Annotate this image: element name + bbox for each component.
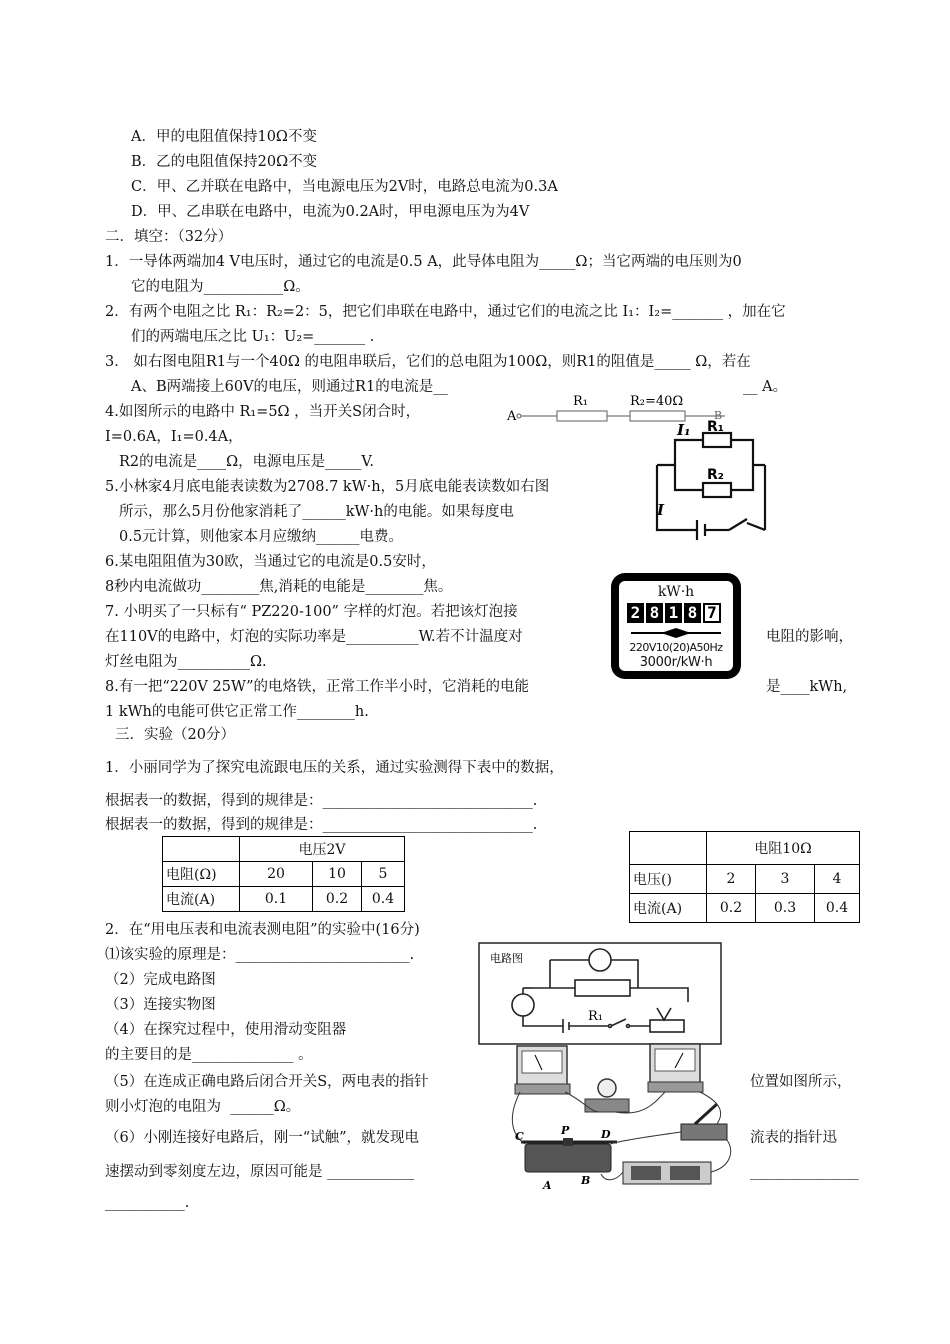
- q6-line2: 8秒内电流做功________焦,消耗的电能是________焦。: [105, 579, 453, 595]
- series-label-r1: R₁: [573, 394, 588, 409]
- q8-line1-end: 是____kWh,: [766, 679, 848, 695]
- s3-q1-line2: 根据表一的数据，得到的规律是：_____________________________.: [105, 793, 538, 809]
- meter-rev: 3000r/kW·h: [639, 655, 713, 670]
- q4-line2: I=0.6A，I₁=0.4A，: [105, 429, 243, 445]
- s3-q2-4b: 的主要目的是______________ 。: [105, 1047, 313, 1063]
- choice-d: D．甲、乙串联在电路中，电流为0.2A时，甲电源电压为为4V: [131, 204, 530, 220]
- meter-disc-icon: [631, 627, 721, 639]
- meter-digits: [627, 603, 721, 623]
- bulb-icon: [598, 1079, 616, 1097]
- series-label-r2: R₂=40Ω: [630, 394, 684, 409]
- parallel-label-r1: R₁: [707, 419, 724, 435]
- table-2: [629, 831, 860, 923]
- table1-cell: 20: [240, 862, 313, 887]
- q2-line1: 2．有两个电阻之比 R₁：R₂=2：5，把它们串联在电路中，通过它们的电流之比 I₁：I₂=_______ ，加在它: [105, 304, 786, 320]
- q8-line1: 8.有一把“220V 25W”的电烙铁，正常工作半小时，它消耗的电能: [105, 679, 530, 695]
- q2-line2: 们的两端电压之比 U₁：U₂=_______ .: [131, 329, 375, 345]
- parallel-label-r2: R₂: [707, 467, 724, 483]
- ammeter-icon: [512, 994, 534, 1016]
- q1-line2: 它的电阻为___________Ω。: [131, 279, 310, 295]
- q7-line3: 灯丝电阻为__________Ω.: [105, 654, 267, 670]
- q5-line1: 5.小林家4月底电能表读数为2708.7 kW·h，5月底电能表读数如右图: [105, 479, 550, 495]
- choice-a: A．甲的电阻值保持10Ω不变: [131, 129, 317, 145]
- q4-line1: 4.如图所示的电路中 R₁=5Ω ，当开关S闭合时，: [105, 404, 421, 420]
- resistor-icon: [575, 980, 630, 996]
- s3-q2-3: （3）连接实物图: [105, 997, 216, 1013]
- q1-line1: 1．一导体两端加4 V电压时，通过它的电流是0.5 A，此导体电阻为_____Ω；当它两端的电压则为0: [105, 254, 742, 270]
- s3-q2-6d: _______________: [750, 1164, 859, 1180]
- table1-cell: 5: [362, 862, 405, 887]
- apparatus-label-b: B: [581, 1174, 591, 1187]
- s3-q2-title: 2．在“用电压表和电流表测电阻”的实验中(16分): [105, 922, 420, 938]
- voltmeter-icon: [589, 949, 611, 971]
- section2-title: 二．填空：（32分）: [105, 229, 233, 245]
- meter-digit: 2: [627, 603, 644, 623]
- q8-line2: 1 kWh的电能可供它正常工作________h.: [105, 704, 369, 720]
- meter-unit: kW·h: [657, 584, 695, 600]
- q3-line2: A、B两端接上60V的电压，则通过R1的电流是__: [131, 379, 448, 395]
- meter-digit: 8: [646, 603, 663, 623]
- table1-cell: 电流(A): [163, 887, 240, 912]
- table2-cell: 0.2: [707, 894, 756, 923]
- s3-q2-4a: （4）在探究过程中，使用滑动变阻器: [105, 1022, 347, 1038]
- meter-digit: 7: [703, 603, 721, 623]
- parallel-circuit-figure: [645, 415, 775, 540]
- q3-line1: 3． 如右图电阻R1与一个40Ω 的电阻串联后，它们的总电阻为100Ω，则R1的阻值是_____ Ω，若在: [105, 354, 751, 370]
- rheostat-device-icon: [525, 1144, 611, 1172]
- apparatus-label-c: C: [515, 1130, 524, 1143]
- apparatus-label-d: D: [601, 1128, 611, 1141]
- meter-digit: 8: [684, 603, 701, 623]
- circuit-title: 电路图: [490, 952, 523, 965]
- s3-q2-6e: ___________.: [105, 1195, 190, 1211]
- q7-line2: 在110V的电路中，灯泡的实际功率是__________W.若不计温度对: [105, 629, 523, 645]
- table2-cell: 0.4: [815, 894, 860, 923]
- table1-cell: 0.2: [313, 887, 362, 912]
- table2-cell: 2: [707, 865, 756, 894]
- meter-digit: 1: [665, 603, 682, 623]
- switch-icon: [681, 1124, 727, 1140]
- s3-q2-6c: 速摆动到零刻度左边，原因可能是 ____________: [105, 1164, 415, 1180]
- q7-line1: 7. 小明买了一只标有“ PZ220-100” 字样的灯泡。若把该灯泡接: [105, 604, 518, 620]
- s3-q2-6b: 流表的指针迅: [750, 1130, 837, 1146]
- s3-q2-2: （2）完成电路图: [105, 972, 216, 988]
- q3-line2-end: __ A。: [743, 379, 788, 395]
- rheostat-icon: [650, 1020, 684, 1032]
- table1-header: 电压2V: [240, 837, 405, 862]
- s3-q2-5b: 位置如图所示，: [750, 1074, 852, 1090]
- s3-q2-6a: （6）小刚连接好电路后，刚一“试触”，就发现电: [105, 1130, 420, 1146]
- electric-meter: [611, 573, 741, 679]
- parallel-label-i: I: [657, 501, 665, 519]
- parallel-label-i1: I₁: [677, 421, 691, 439]
- s3-q2-5c: 则小灯泡的电阻为 ______Ω。: [105, 1099, 301, 1115]
- table2-cell: 4: [815, 865, 860, 894]
- r1-resistor: [557, 411, 607, 421]
- q4-line3: R2的电流是____Ω，电源电压是_____V.: [119, 454, 374, 470]
- choice-c: C．甲、乙并联在电路中，当电源电压为2V时，电路总电流为0.3A: [131, 179, 558, 195]
- table1-cell: 10: [313, 862, 362, 887]
- table1-cell: 0.1: [240, 887, 313, 912]
- table2-cell: 电压(): [630, 865, 707, 894]
- meter-spec: 220V10(20)A50Hz: [629, 641, 723, 654]
- apparatus-label-a: A: [543, 1179, 552, 1192]
- table2-header: 电阻10Ω: [707, 832, 860, 865]
- q7-line2-end: 电阻的影响，: [766, 629, 853, 645]
- q5-line2: 所示，那么5月份他家消耗了______kW·h的电能。如果每度电: [119, 504, 514, 520]
- s3-q1-line1: 1．小丽同学为了探究电流跟电压的关系，通过实验测得下表中的数据，: [105, 760, 564, 776]
- apparatus-label-p: P: [561, 1124, 570, 1137]
- s3-q2-1: ⑴该实验的原理是：________________________.: [105, 947, 415, 963]
- table2-cell: 0.3: [756, 894, 815, 923]
- series-label-b: B: [714, 409, 723, 422]
- apparatus-figure: [505, 1042, 745, 1202]
- table2-cell: 3: [756, 865, 815, 894]
- table1-cell: 0.4: [362, 887, 405, 912]
- section3-title: 三．实验（20分）: [115, 727, 235, 743]
- table2-cell: 电流(A): [630, 894, 707, 923]
- series-label-a: A: [507, 409, 517, 424]
- circuit-diagram: [478, 942, 722, 1045]
- s3-q1-line3: 根据表一的数据，得到的规律是：_____________________________.: [105, 817, 538, 833]
- q5-line3: 0.5元计算，则他家本月应缴纳______电费。: [119, 529, 404, 545]
- table-1: [162, 836, 405, 912]
- s3-q2-5a: （5）在连成正确电路后闭合开关S，两电表的指针: [105, 1074, 429, 1090]
- choice-b: B．乙的电阻值保持20Ω不变: [131, 154, 318, 170]
- circuit-label-r1: R₁: [588, 1009, 603, 1024]
- q6-line1: 6.某电阻阻值为30欧，当通过它的电流是0.5安时，: [105, 554, 436, 570]
- table1-cell: 电阻(Ω): [163, 862, 240, 887]
